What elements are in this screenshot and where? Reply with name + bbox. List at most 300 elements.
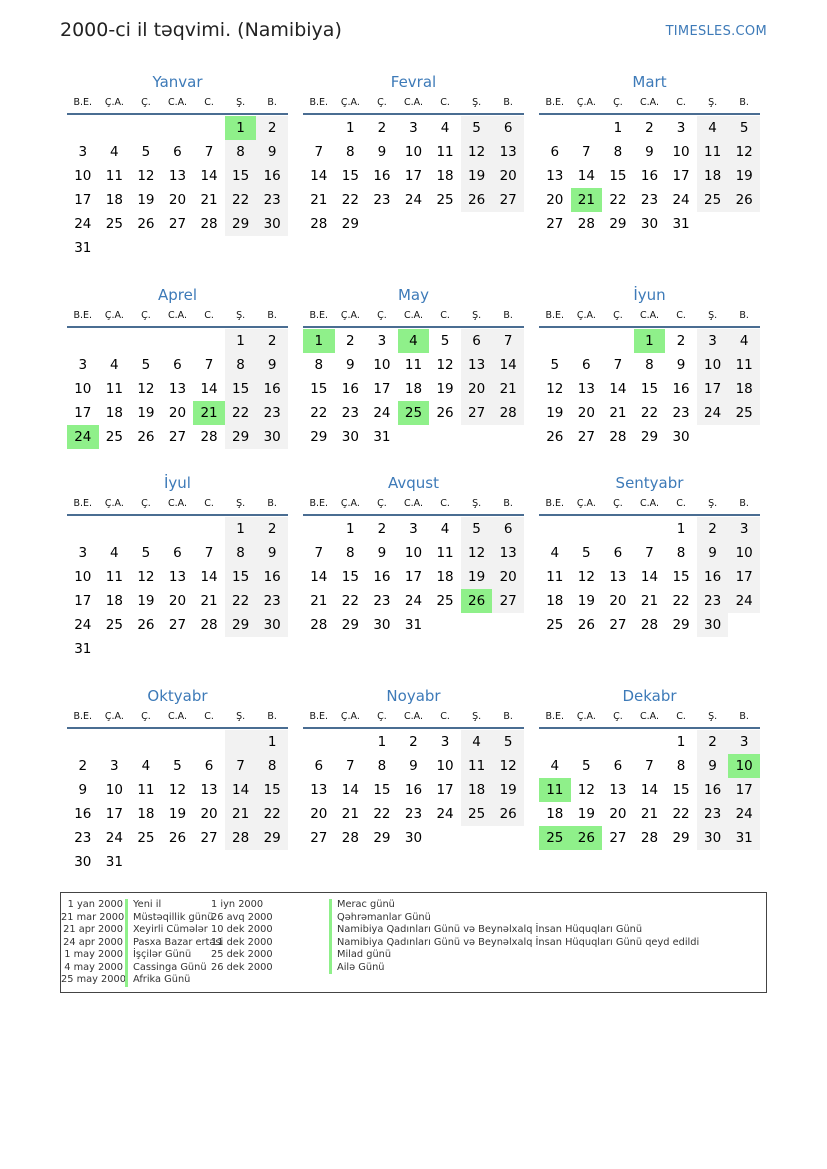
weekday-label: B. — [267, 711, 277, 722]
day-cell: 11 — [697, 140, 729, 164]
day-cell: 9 — [346, 357, 355, 373]
day-cell: 7 — [582, 144, 591, 160]
weekday-label: B. — [267, 498, 277, 509]
legend-entry — [61, 912, 223, 925]
day-cell: 21 — [571, 188, 603, 212]
day-cell: 2 — [78, 758, 88, 774]
day-cell: 24 — [728, 589, 760, 613]
day-cell: 2 — [256, 329, 288, 353]
month-name: İyun — [633, 286, 666, 304]
weekday-label: C. — [676, 711, 686, 722]
day-cell: 2 — [645, 120, 654, 136]
day-cell: 7 — [204, 545, 214, 561]
day-cell: 11 — [461, 754, 493, 778]
empty-cell — [162, 517, 194, 541]
day-cell: 1 — [256, 730, 288, 754]
empty-cell — [571, 730, 603, 754]
day-cell: 2 — [676, 333, 686, 349]
legend-holiday-name: Müstəqillik günü — [125, 912, 213, 925]
day-cell: 14 — [200, 381, 218, 397]
day-cell: 7 — [204, 144, 214, 160]
month-8 — [303, 472, 524, 637]
month-7 — [67, 472, 288, 661]
weekday-label: B.E. — [73, 310, 93, 321]
weekday-label: B.E. — [73, 711, 93, 722]
day-cell: 20 — [461, 377, 493, 401]
legend-holiday-name: Xeyirli Cümələr — [125, 924, 208, 937]
day-cell: 13 — [546, 168, 564, 184]
legend-date: 26 avq 2000 — [211, 911, 273, 923]
weekday-label: C.A. — [167, 310, 187, 321]
day-cell: 27 — [310, 830, 328, 846]
day-cell: 23 — [256, 401, 288, 425]
day-cell: 16 — [697, 565, 729, 589]
empty-cell — [335, 730, 367, 754]
day-cell: 1 — [303, 329, 335, 353]
day-cell: 30 — [341, 429, 359, 445]
day-cell: 19 — [546, 405, 564, 421]
weekday-label: C.A. — [403, 711, 423, 722]
day-cell: 20 — [609, 593, 627, 609]
day-cell: 25 — [539, 826, 571, 850]
day-cell: 18 — [728, 377, 760, 401]
day-cell: 2 — [346, 333, 355, 349]
day-grid — [67, 730, 288, 874]
empty-cell — [539, 517, 571, 541]
day-cell: 22 — [640, 405, 659, 421]
legend-entry — [211, 937, 699, 950]
weekday-label: C. — [204, 97, 214, 108]
day-cell: 9 — [676, 357, 686, 373]
empty-cell — [539, 329, 571, 353]
month-1 — [67, 71, 288, 260]
day-cell: 1 — [225, 329, 257, 353]
empty-cell — [539, 116, 571, 140]
day-cell: 3 — [110, 758, 119, 774]
day-grid — [539, 329, 760, 449]
month-11 — [303, 685, 524, 850]
day-cell: 4 — [550, 758, 560, 774]
day-cell: 18 — [436, 569, 454, 585]
day-cell: 21 — [200, 192, 218, 208]
day-cell: 2 — [256, 116, 288, 140]
weekday-label: C. — [440, 711, 450, 722]
day-cell: 16 — [672, 381, 690, 397]
day-cell: 22 — [225, 188, 257, 212]
legend-date: 25 dek 2000 — [211, 949, 273, 960]
day-cell: 14 — [200, 569, 218, 585]
day-cell: 26 — [571, 826, 603, 850]
weekday-label: B.E. — [309, 498, 329, 509]
month-name: Sentyabr — [615, 474, 684, 492]
day-cell: 31 — [74, 240, 92, 256]
day-cell: 19 — [728, 164, 760, 188]
day-cell: 29 — [225, 425, 257, 449]
day-cell: 17 — [74, 192, 92, 208]
empty-cell — [99, 517, 131, 541]
day-cell: 17 — [404, 168, 423, 184]
day-cell: 1 — [346, 521, 355, 537]
day-cell: 15 — [373, 782, 391, 798]
day-cell: 25 — [697, 188, 729, 212]
day-cell: 14 — [609, 381, 627, 397]
day-cell: 2 — [409, 734, 418, 750]
day-cell: 24 — [404, 593, 423, 609]
weekday-label: Ş. — [236, 97, 246, 108]
weekday-header — [303, 93, 524, 115]
weekday-label: Ç. — [141, 711, 151, 722]
weekday-header — [539, 93, 760, 115]
legend-date: 1 iyn 2000 — [211, 899, 264, 910]
day-cell: 7 — [204, 357, 214, 373]
day-cell: 12 — [461, 140, 493, 164]
day-cell: 30 — [373, 617, 391, 633]
weekday-label: Ç. — [613, 310, 623, 321]
day-cell: 24 — [67, 425, 99, 449]
day-cell: 5 — [461, 517, 493, 541]
legend-date: 1 yan 2000 — [67, 899, 123, 910]
weekday-label: Ç.A. — [576, 97, 596, 108]
day-grid — [303, 329, 524, 449]
empty-cell — [99, 116, 131, 140]
empty-cell — [571, 517, 603, 541]
day-cell: 15 — [341, 168, 359, 184]
day-cell: 6 — [204, 758, 214, 774]
day-cell: 13 — [168, 168, 187, 184]
day-cell: 10 — [404, 144, 423, 160]
day-cell: 15 — [609, 168, 627, 184]
empty-cell — [130, 517, 162, 541]
day-cell: 17 — [373, 381, 391, 397]
month-name: Aprel — [157, 286, 198, 304]
day-cell: 26 — [492, 802, 524, 826]
day-cell: 26 — [577, 617, 595, 633]
page-title: 2000-ci il təqvimi. (Namibiya) — [60, 19, 342, 41]
month-name: Fevral — [390, 73, 437, 91]
day-cell: 31 — [373, 429, 391, 445]
day-cell: 5 — [550, 357, 560, 373]
day-cell: 7 — [613, 357, 623, 373]
weekday-label: Ç.A. — [576, 711, 596, 722]
month-name: Oktyabr — [147, 687, 208, 705]
day-cell: 18 — [546, 593, 564, 609]
day-cell: 18 — [436, 168, 454, 184]
day-cell: 4 — [440, 120, 450, 136]
day-cell: 6 — [582, 357, 591, 373]
day-cell: 29 — [310, 429, 328, 445]
day-cell: 23 — [640, 192, 659, 208]
day-cell: 28 — [310, 216, 328, 232]
legend-date: 26 dek 2000 — [211, 961, 273, 973]
day-cell: 28 — [225, 826, 257, 850]
day-cell: 20 — [168, 593, 187, 609]
day-cell: 27 — [168, 617, 187, 633]
day-cell: 3 — [78, 545, 88, 561]
day-cell: 20 — [310, 806, 328, 822]
weekday-label: Ş. — [236, 310, 246, 321]
weekday-label: C.A. — [639, 310, 659, 321]
day-cell: 4 — [728, 329, 760, 353]
day-cell: 28 — [492, 401, 524, 425]
weekday-header — [67, 707, 288, 729]
day-cell: 1 — [613, 120, 623, 136]
month-name: May — [397, 286, 429, 304]
day-cell: 19 — [137, 593, 155, 609]
day-cell: 26 — [728, 188, 760, 212]
empty-cell — [225, 730, 257, 754]
weekday-label: Ç.A. — [576, 498, 596, 509]
month-9 — [539, 472, 760, 637]
day-cell: 9 — [78, 782, 88, 798]
day-cell: 5 — [173, 758, 182, 774]
day-cell: 3 — [409, 120, 418, 136]
day-cell: 24 — [404, 192, 423, 208]
legend-entry — [61, 899, 223, 912]
day-cell: 21 — [609, 405, 627, 421]
weekday-label: Ç. — [613, 498, 623, 509]
day-cell: 23 — [341, 405, 359, 421]
day-cell: 16 — [697, 778, 729, 802]
day-cell: 15 — [256, 778, 288, 802]
day-cell: 15 — [672, 782, 690, 798]
day-cell: 28 — [341, 830, 359, 846]
weekday-label: C. — [676, 97, 686, 108]
day-cell: 9 — [645, 144, 654, 160]
empty-cell — [193, 517, 225, 541]
day-cell: 18 — [697, 164, 729, 188]
day-cell: 30 — [672, 429, 690, 445]
day-cell: 8 — [225, 353, 257, 377]
weekday-label: B.E. — [309, 97, 329, 108]
weekday-label: C.A. — [167, 498, 187, 509]
day-cell: 29 — [225, 212, 257, 236]
day-cell: 23 — [672, 405, 690, 421]
weekday-label: C. — [676, 310, 686, 321]
empty-cell — [193, 116, 225, 140]
weekday-label: B.E. — [545, 97, 565, 108]
day-cell: 13 — [609, 569, 627, 585]
day-cell: 23 — [373, 593, 391, 609]
day-cell: 29 — [672, 830, 690, 846]
day-cell: 8 — [314, 357, 324, 373]
day-cell: 4 — [550, 545, 560, 561]
empty-cell — [602, 517, 634, 541]
day-cell: 30 — [404, 830, 423, 846]
weekday-label: Ç. — [377, 498, 387, 509]
day-cell: 17 — [728, 565, 760, 589]
weekday-label: Ç.A. — [104, 97, 124, 108]
day-cell: 12 — [137, 168, 155, 184]
empty-cell — [303, 116, 335, 140]
day-cell: 29 — [341, 617, 359, 633]
day-cell: 19 — [577, 593, 595, 609]
day-cell: 6 — [492, 517, 524, 541]
legend-entry — [61, 937, 223, 950]
day-cell: 9 — [377, 144, 387, 160]
day-cell: 21 — [492, 377, 524, 401]
legend-holiday-name: Yeni il — [125, 899, 161, 912]
day-cell: 7 — [492, 329, 524, 353]
day-cell: 11 — [105, 168, 123, 184]
weekday-label: B. — [739, 498, 749, 509]
day-cell: 12 — [168, 782, 187, 798]
day-cell: 16 — [256, 164, 288, 188]
legend-holiday-name: Merac günü — [329, 899, 395, 912]
brand-link[interactable]: TIMESLES.COM — [665, 24, 767, 39]
day-cell: 25 — [546, 617, 564, 633]
day-cell: 26 — [461, 188, 493, 212]
legend-holiday-name: Milad günü — [329, 949, 391, 962]
day-cell: 2 — [697, 730, 729, 754]
day-cell: 22 — [341, 192, 359, 208]
day-cell: 11 — [105, 569, 123, 585]
day-cell: 19 — [137, 405, 155, 421]
empty-cell — [602, 730, 634, 754]
day-cell: 12 — [461, 541, 493, 565]
day-cell: 8 — [256, 754, 288, 778]
day-cell: 4 — [110, 357, 119, 373]
legend-date: 21 apr 2000 — [63, 924, 123, 935]
empty-cell — [67, 730, 99, 754]
legend-date: 10 dek 2000 — [211, 924, 273, 935]
day-cell: 8 — [225, 541, 257, 565]
day-cell: 25 — [436, 593, 454, 609]
day-cell: 12 — [546, 381, 564, 397]
day-cell: 24 — [672, 192, 690, 208]
weekday-label: Ç.A. — [340, 310, 360, 321]
weekday-label: Ş. — [472, 498, 482, 509]
day-cell: 7 — [225, 754, 257, 778]
day-cell: 8 — [676, 758, 686, 774]
day-cell: 13 — [200, 782, 218, 798]
day-cell: 12 — [577, 569, 595, 585]
day-cell: 28 — [577, 216, 595, 232]
day-cell: 12 — [137, 569, 155, 585]
day-cell: 14 — [341, 782, 359, 798]
day-cell: 26 — [436, 405, 454, 421]
weekday-label: B. — [503, 711, 513, 722]
day-cell: 18 — [404, 381, 423, 397]
day-cell: 7 — [645, 545, 654, 561]
day-cell: 10 — [105, 782, 123, 798]
empty-cell — [571, 116, 603, 140]
day-cell: 8 — [225, 140, 257, 164]
day-cell: 29 — [341, 216, 359, 232]
day-cell: 6 — [314, 758, 324, 774]
weekday-header — [303, 494, 524, 516]
weekday-label: C.A. — [639, 97, 659, 108]
day-cell: 19 — [461, 164, 493, 188]
day-cell: 24 — [697, 401, 729, 425]
day-cell: 5 — [582, 545, 591, 561]
day-cell: 14 — [225, 778, 257, 802]
day-cell: 26 — [461, 589, 493, 613]
weekday-header — [67, 306, 288, 328]
day-cell: 13 — [168, 569, 187, 585]
day-cell: 16 — [256, 565, 288, 589]
weekday-label: C.A. — [167, 97, 187, 108]
weekday-label: Ş. — [472, 711, 482, 722]
day-cell: 31 — [404, 617, 423, 633]
day-cell: 17 — [404, 569, 423, 585]
day-grid — [67, 517, 288, 661]
day-cell: 15 — [225, 377, 257, 401]
day-cell: 20 — [168, 192, 187, 208]
day-cell: 10 — [74, 569, 92, 585]
weekday-label: B.E. — [309, 711, 329, 722]
day-cell: 31 — [105, 854, 123, 870]
day-cell: 16 — [404, 782, 423, 798]
day-grid — [303, 517, 524, 637]
empty-cell — [539, 730, 571, 754]
weekday-label: Ç. — [141, 97, 151, 108]
day-cell: 21 — [640, 593, 659, 609]
empty-cell — [303, 730, 335, 754]
weekday-label: C. — [440, 310, 450, 321]
empty-cell — [130, 116, 162, 140]
weekday-label: C.A. — [403, 310, 423, 321]
day-cell: 5 — [141, 545, 151, 561]
day-cell: 21 — [310, 192, 328, 208]
day-cell: 3 — [409, 521, 418, 537]
day-cell: 28 — [609, 429, 627, 445]
weekday-label: Ş. — [472, 310, 482, 321]
day-cell: 24 — [373, 405, 391, 421]
day-cell: 29 — [640, 429, 659, 445]
day-grid — [539, 116, 760, 236]
day-cell: 25 — [728, 401, 760, 425]
day-cell: 6 — [613, 545, 623, 561]
day-cell: 16 — [640, 168, 659, 184]
weekday-label: Ç. — [377, 310, 387, 321]
weekday-label: C.A. — [167, 711, 187, 722]
day-grid — [539, 730, 760, 850]
day-cell: 9 — [256, 140, 288, 164]
day-cell: 9 — [697, 541, 729, 565]
day-cell: 10 — [74, 381, 92, 397]
month-4 — [67, 284, 288, 449]
legend-date: 11 dek 2000 — [211, 936, 273, 948]
weekday-label: B. — [503, 498, 513, 509]
day-cell: 13 — [609, 782, 627, 798]
day-cell: 13 — [168, 381, 187, 397]
day-cell: 15 — [225, 164, 257, 188]
month-6 — [539, 284, 760, 449]
legend-date: 1 may 2000 — [64, 949, 123, 960]
day-cell: 27 — [461, 401, 493, 425]
legend-holiday-name: Afrika Günü — [125, 974, 190, 987]
weekday-label: Ş. — [236, 498, 246, 509]
weekday-header — [303, 707, 524, 729]
day-cell: 3 — [728, 517, 760, 541]
weekday-label: Ş. — [236, 711, 246, 722]
day-cell: 20 — [200, 806, 218, 822]
month-name: Noyabr — [386, 687, 441, 705]
day-cell: 8 — [377, 758, 387, 774]
day-cell: 12 — [137, 381, 155, 397]
day-cell: 22 — [672, 593, 690, 609]
day-cell: 22 — [225, 589, 257, 613]
day-cell: 30 — [640, 216, 659, 232]
month-name: Mart — [632, 73, 667, 91]
legend-holiday-name: Qəhrəmanlar Günü — [329, 912, 431, 925]
day-cell: 12 — [492, 754, 524, 778]
weekday-label: B.E. — [73, 97, 93, 108]
weekday-label: B.E. — [73, 498, 93, 509]
day-cell: 11 — [728, 353, 760, 377]
day-cell: 25 — [137, 830, 155, 846]
day-cell: 5 — [141, 144, 151, 160]
